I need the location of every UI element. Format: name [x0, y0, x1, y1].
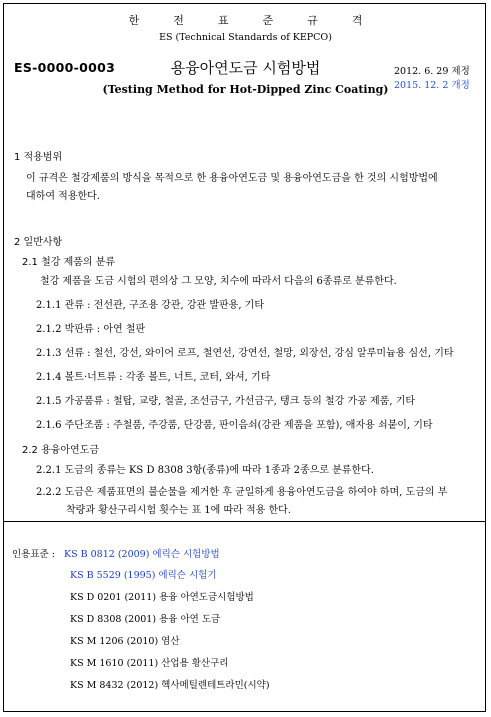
section-2-2-1-text: 2.2.1 도금의 종류는 KS D 8308 3항(종류)에 따라 1종과 2종으로 분류한다.: [36, 465, 374, 476]
list-item: 2.1.1 관류 : 전선관, 구조용 강관, 강관 발판용, 기타: [36, 300, 264, 311]
reference-item: KS D 0201 (2011) 용융 아연도금시험방법: [70, 592, 254, 603]
section-2-heading: 2 일반사항: [14, 237, 63, 248]
org-name-english: ES (Technical Standards of KEPCO): [159, 32, 332, 43]
reference-item: KS M 1206 (2010) 염산: [70, 636, 180, 647]
section-2-2-heading: 2.2 용융아연도금: [22, 445, 100, 456]
org-name-korean: 한 전 표 준 규 격: [128, 14, 363, 27]
list-item: 2.1.6 주단조품 : 주철품, 주강품, 단강품, 판이음쇠(강관 제품을 포함), 애자용 쇠붙이, 기타: [36, 420, 433, 431]
reference-item: KS D 8308 (2001) 용융 아연 도금: [70, 614, 221, 625]
section-1-heading: 1 적용범위: [14, 152, 63, 163]
reference-item[interactable]: KS B 0812 (2009) 에릭슨 시험방법: [64, 549, 220, 560]
date-enacted: 2012. 6. 29 제정: [394, 66, 470, 77]
document-number: ES-0000-0003: [14, 60, 116, 75]
section-2-1-intro: 철강 제품을 도금 시험의 편의상 그 모양, 치수에 따라서 다음의 6종류로 분류한다.: [40, 276, 397, 287]
list-item: 2.1.3 선류 : 철선, 강선, 와이어 로프, 철연선, 강연선, 철망, 외장선, 강심 알루미늄용 심선, 기타: [36, 348, 454, 359]
reference-item[interactable]: KS B 5529 (1995) 에릭슨 시험기: [70, 570, 217, 581]
section-2-2-2-text-line-2: 착량과 황산구리시험 횟수는 표 1에 따라 적용 한다.: [66, 505, 291, 516]
divider: [3, 521, 486, 522]
reference-item: KS M 1610 (2011) 산업용 황산구리: [70, 658, 229, 669]
document-title: 용융아연도금 시험방법: [170, 59, 321, 77]
list-item: 2.1.2 박판류 : 아연 철판: [36, 324, 146, 335]
document-subtitle: (Testing Method for Hot-Dipped Zinc Coating): [102, 83, 389, 96]
list-item: 2.1.4 볼트·너트류 : 각종 볼트, 너트, 코터, 와셔, 기타: [36, 372, 271, 383]
list-item: 2.1.5 가공품류 : 철탑, 교량, 철골, 조선금구, 가선금구, 탱크 등의 철강 가공 제품, 기타: [36, 396, 416, 407]
references-label: 인용표준 :: [12, 549, 55, 560]
section-2-1-heading: 2.1 철강 제품의 분류: [22, 257, 116, 268]
reference-item: KS M 8432 (2012) 헥사메틸렌테트라민(시약): [70, 680, 270, 691]
section-1-text-line-2: 대하여 적용한다.: [26, 191, 100, 202]
section-1-text-line-1: 이 규격은 철강제품의 방식을 목적으로 한 용융아연도금 및 용융아연도금을 한 것의 시험방법에: [26, 173, 438, 184]
date-revised: 2015. 12. 2 개정: [394, 80, 470, 91]
section-2-2-2-text-line-1: 2.2.2 도금은 제품표면의 불순물을 제거한 후 균일하게 용융아연도금을 하여야 하며, 도금의 부: [36, 487, 448, 498]
